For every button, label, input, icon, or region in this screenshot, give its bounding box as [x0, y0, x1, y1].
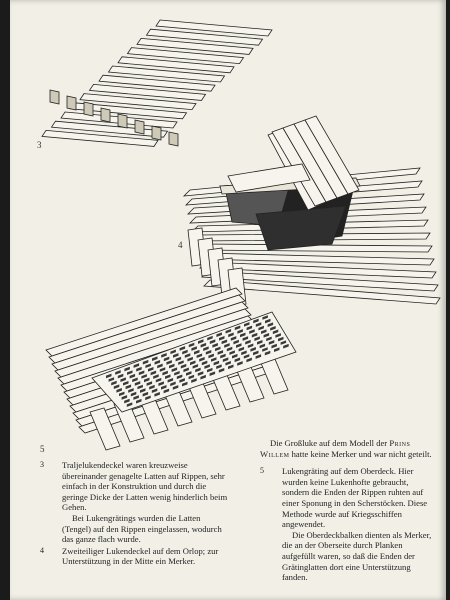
figure-5-grating-drawing	[46, 288, 296, 450]
figure-number-3: 3	[37, 140, 42, 150]
book-page	[10, 0, 446, 600]
caption-number: 3	[40, 460, 44, 469]
caption-text: Lukengräting auf dem Oberdeck. Hier wurden keine Lukenhofte gebraucht, sondern die Enden der Rippen ruhten auf einer Sponung in den Scherstöcken. Diese Methode wurde auf Kriegsschiffen angewendet.	[282, 466, 428, 530]
caption-intro-end: hatte keine Merker und war nicht geteilt.	[291, 448, 432, 459]
ship-name: Prins Willem	[260, 438, 411, 459]
caption-continuation: Die Oberdeckbalken dienten als Merker, die an der Oberseite durch Planken aufgefüllt waren, so daß die Enden der Grätinglatten dort eine Unterstützung fanden.	[282, 529, 432, 583]
caption-column-left	[40, 460, 228, 567]
caption-intro-start: Die Großluke auf dem Modell der	[270, 438, 388, 448]
caption-text: Traljelukendeckel waren kreuzweise übereinander genagelte Latten auf Rippen, sehr einfach in der Konstruktion und durch die geringe Dicke der Latten wenig hinderlich beim Gehen.	[62, 460, 228, 513]
caption-item-4	[40, 546, 228, 567]
figure-number-5: 5	[40, 444, 45, 454]
caption-number: 5	[260, 466, 264, 476]
caption-item-5	[260, 466, 436, 530]
illustrations	[10, 0, 446, 456]
caption-continuation: Bei Lukengrätings wurden die Latten (Tengel) auf den Rippen eingelassen, wodurch das ganze flach wurde.	[62, 512, 222, 545]
figure-number-4: 4	[178, 240, 183, 250]
caption-number: 4	[40, 545, 44, 555]
caption-item-3	[40, 460, 228, 513]
caption-column-right	[260, 438, 436, 584]
caption-text: Zweiteiliger Lukendeckel auf dem Orlop; zur Unterstützung in der Mitte ein Merker.	[62, 545, 219, 567]
figure-4-hatch-with-lid-drawing	[184, 116, 440, 306]
figure-3-hatch-cover-drawing	[42, 20, 272, 146]
caption-intro	[260, 438, 436, 459]
